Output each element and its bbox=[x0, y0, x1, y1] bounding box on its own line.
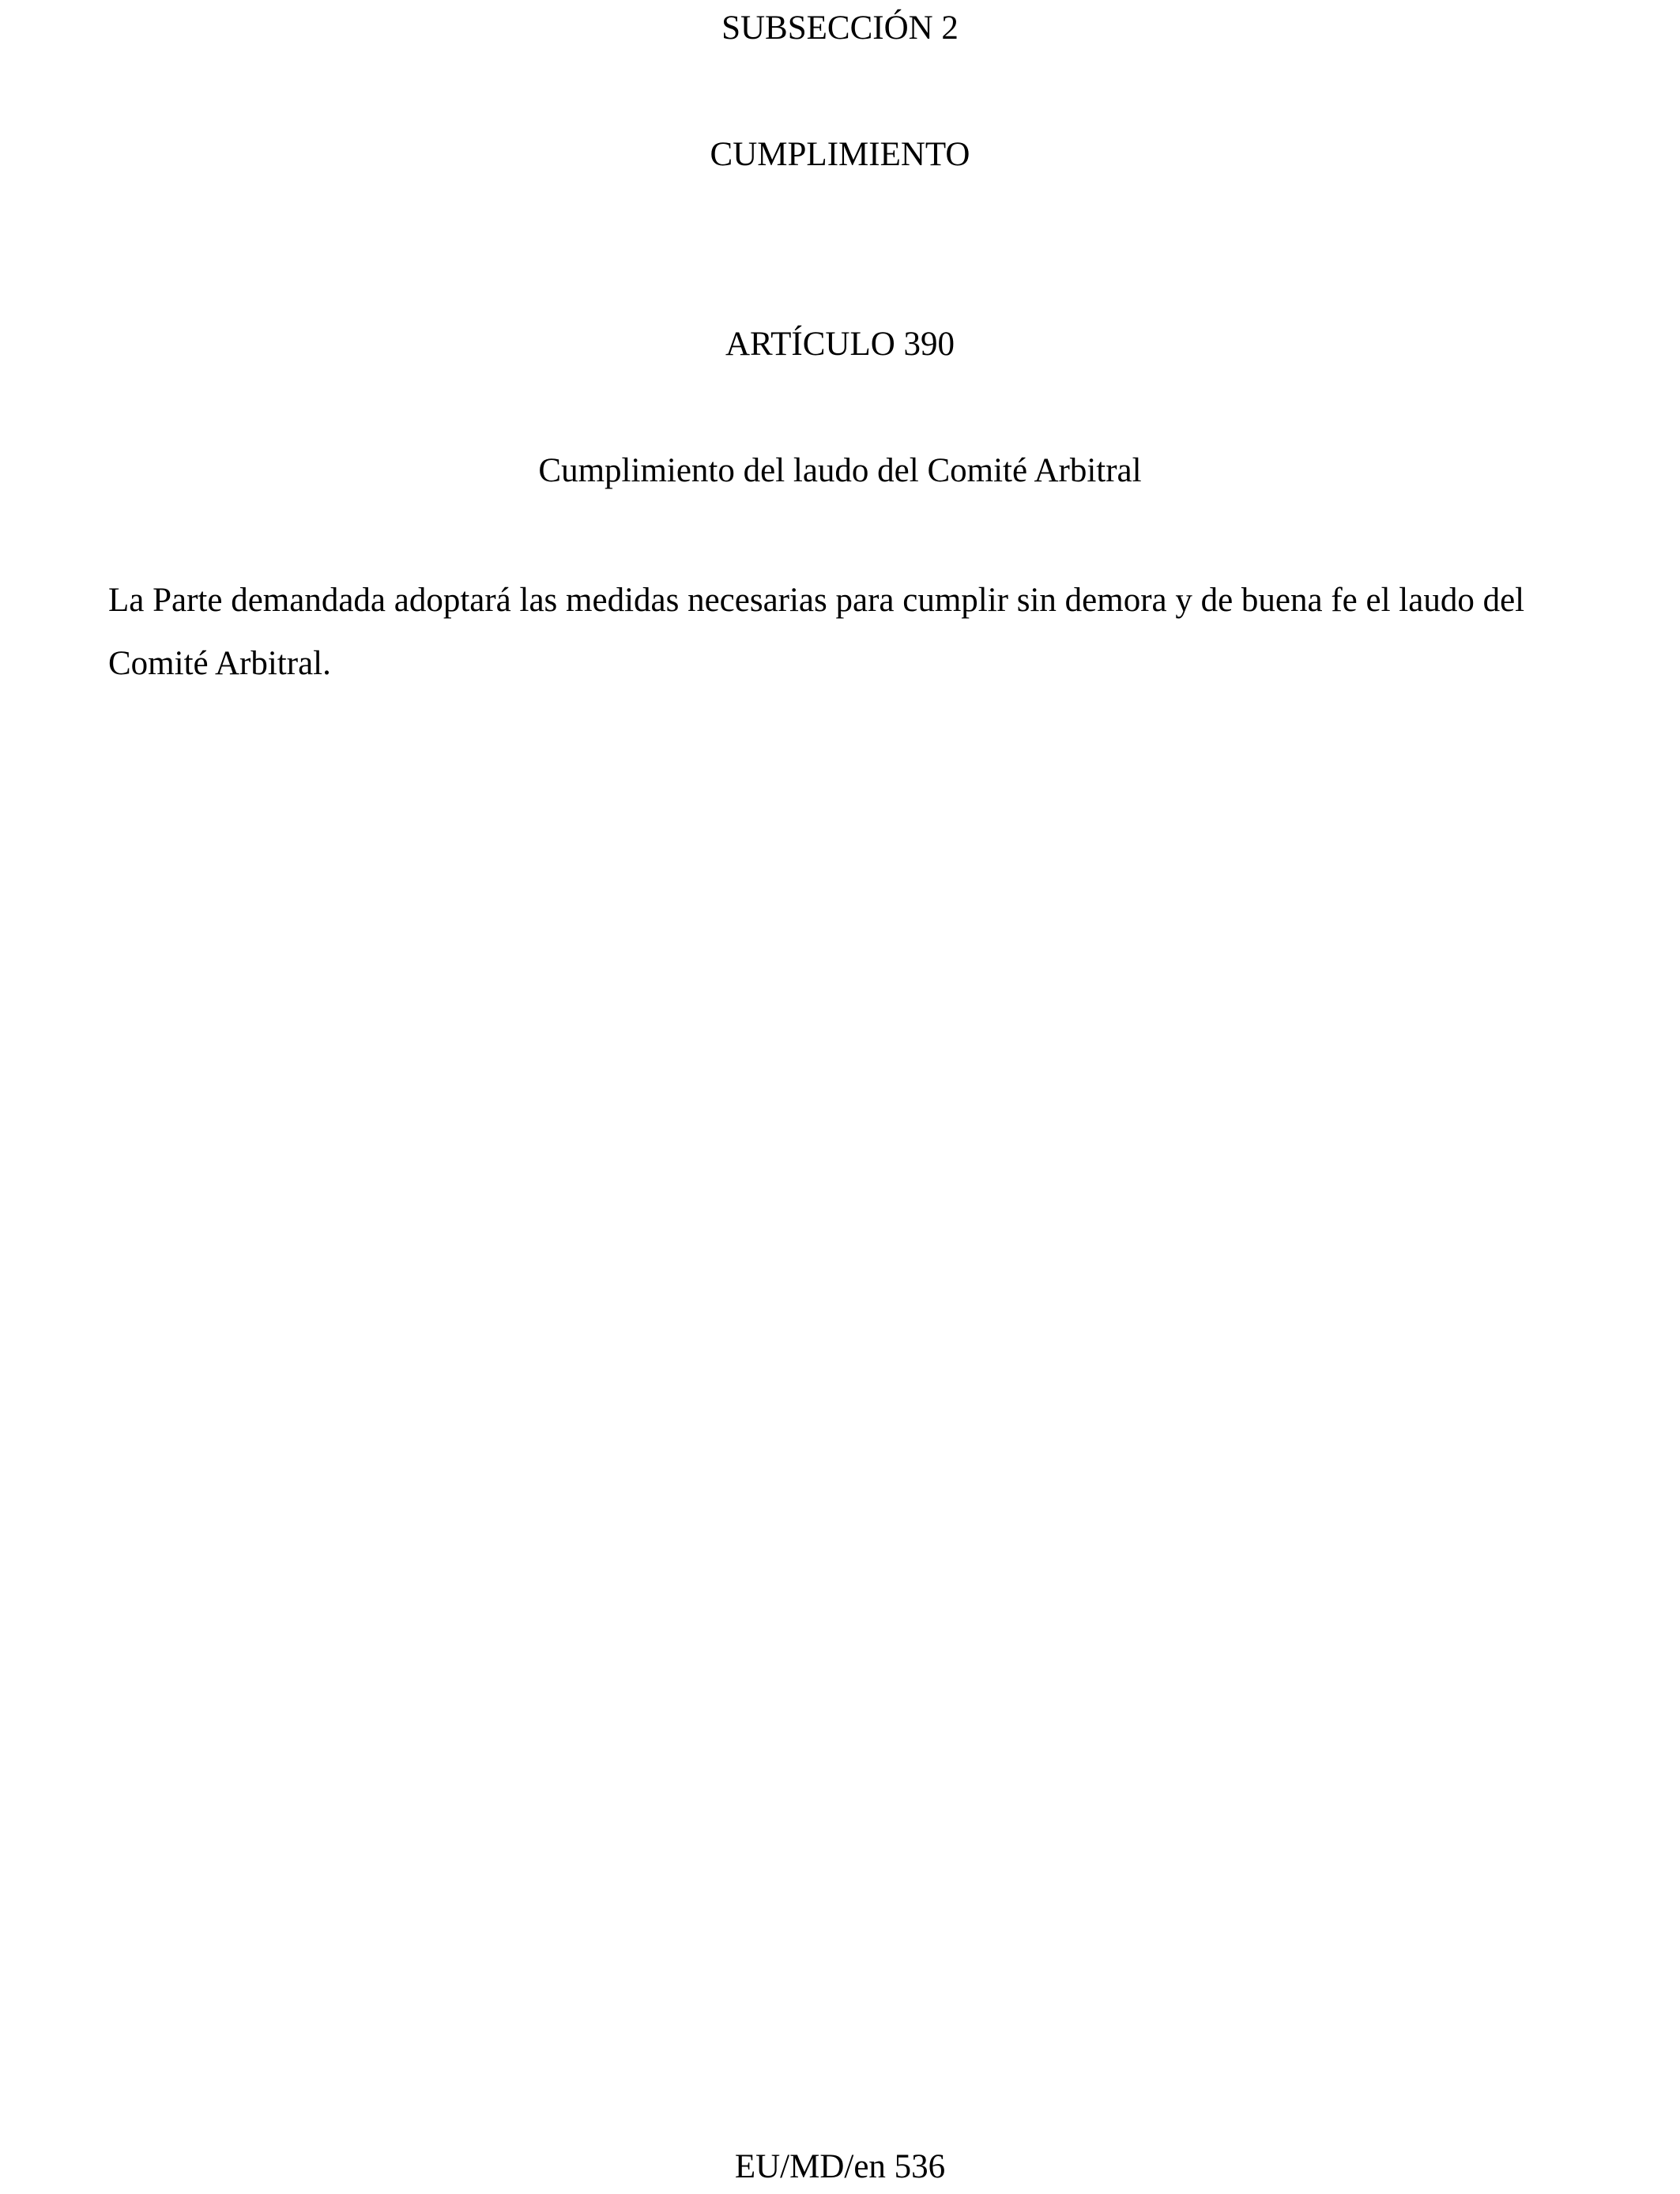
article-title: Cumplimiento del laudo del Comité Arbitral bbox=[538, 452, 1142, 489]
article-body-paragraph: La Parte demandada adoptará las medidas necesarias para cumplir sin demora y de buena fe el laudo del Comité Arbitral. bbox=[108, 582, 1525, 682]
article-number: ARTÍCULO 390 bbox=[725, 326, 955, 363]
subsection-heading: SUBSECCIÓN 2 bbox=[721, 9, 959, 47]
section-title: CUMPLIMIENTO bbox=[710, 136, 970, 173]
page-footer: EU/MD/en 536 bbox=[734, 2148, 946, 2185]
